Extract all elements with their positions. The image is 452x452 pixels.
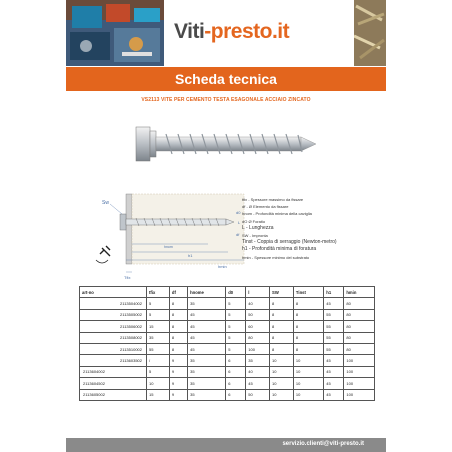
table-cell: 8 (293, 309, 323, 320)
table-cell: 9 (169, 366, 187, 377)
torque-wrench-icon (96, 246, 110, 263)
table-cell: 5 (226, 309, 246, 320)
screw-product-image (126, 113, 326, 173)
column-header: hmin (344, 287, 375, 298)
table-row (80, 343, 375, 354)
table-cell: 10 (270, 389, 294, 400)
table-cell: 55 (147, 343, 170, 354)
table-row (80, 389, 375, 400)
table-body (80, 298, 375, 401)
column-header: hnome (188, 287, 226, 298)
article-code-cell: 2113603502 (80, 355, 147, 366)
table-cell: 35 (188, 389, 226, 400)
label-d0: d0 (236, 210, 241, 215)
table-cell: 55 (324, 343, 344, 354)
table-cell: 10 (147, 378, 170, 389)
table-cell: 8 (270, 321, 294, 332)
table-cell: 35 (188, 378, 226, 389)
table-cell: 9 (169, 355, 187, 366)
table-cell: 8 (270, 309, 294, 320)
table-cell: 45 (324, 355, 344, 366)
table-cell: 80 (344, 298, 375, 309)
header-photo-screws (354, 0, 386, 66)
label-hmin: hmin (218, 264, 227, 269)
table-cell: 35 (188, 298, 226, 309)
table-cell: 5 (147, 366, 170, 377)
table-cell: 10 (293, 389, 323, 400)
label-tfix: Tfix (124, 275, 131, 280)
table-cell: 5 (226, 298, 246, 309)
logo-main-text: Viti (174, 20, 205, 43)
table-cell: 45 (188, 309, 226, 320)
article-code-cell: 2113604002 (80, 366, 147, 377)
table-cell: 45 (246, 378, 270, 389)
table-cell: / (147, 355, 170, 366)
spec-table (79, 286, 375, 401)
table-cell: 10 (293, 366, 323, 377)
logo-accent-text: -presto.it (204, 20, 290, 43)
table-cell: 6 (226, 355, 246, 366)
table-cell: 6 (226, 378, 246, 389)
header-photo-tools (66, 0, 164, 66)
table-cell: 5 (226, 332, 246, 343)
table-cell: 6 (226, 389, 246, 400)
table-cell: 45 (324, 298, 344, 309)
table-cell: 35 (188, 366, 226, 377)
table-cell: 8 (169, 309, 187, 320)
column-header: art-no (80, 287, 147, 298)
table-cell: 5 (147, 309, 170, 320)
table-cell: 100 (246, 343, 270, 354)
label-h1: h1 (188, 253, 193, 258)
footer-bar (66, 438, 386, 452)
label-df: df (236, 232, 240, 237)
table-cell: 8 (293, 343, 323, 354)
table-cell: 35 (188, 355, 226, 366)
table-cell: 55 (324, 332, 344, 343)
table-cell: 60 (246, 321, 270, 332)
table-cell: 45 (324, 389, 344, 400)
table-cell: 80 (344, 332, 375, 343)
table-cell: 10 (270, 366, 294, 377)
legend-item: hmin - Spessore minimo del substrato (242, 254, 310, 260)
table-cell: 40 (246, 298, 270, 309)
table-cell: 35 (246, 355, 270, 366)
column-header: h1 (324, 287, 344, 298)
header (66, 0, 386, 66)
legend-item: L - Lunghezza (242, 224, 274, 231)
table-row (80, 321, 375, 332)
column-header: l (246, 287, 270, 298)
table-row (80, 366, 375, 377)
article-code-cell: 2113504002 (80, 298, 147, 309)
table-cell: 50 (246, 309, 270, 320)
table-cell: 5 (226, 343, 246, 354)
legend-item: h1 - Profondità minima di foratura (242, 246, 317, 253)
label-l: L (238, 220, 241, 225)
table-cell: 80 (344, 309, 375, 320)
article-code-cell: 2113505002 (80, 309, 147, 320)
technical-drawing (88, 184, 248, 284)
page-title-bar: Scheda tecnica (66, 67, 386, 91)
column-header: SW (270, 287, 294, 298)
table-cell: 5 (226, 321, 246, 332)
table-cell: 45 (324, 378, 344, 389)
article-code-cell: 2113506002 (80, 321, 147, 332)
table-cell: 100 (344, 355, 375, 366)
table-cell: 80 (246, 332, 270, 343)
table-cell: 55 (324, 309, 344, 320)
table-cell: 8 (169, 321, 187, 332)
article-code-cell: 2113510002 (80, 343, 147, 354)
table-cell: 8 (293, 298, 323, 309)
legend-item: df - Ø Elemento da fissare (242, 204, 289, 210)
column-header: d0 (226, 287, 246, 298)
table-cell: 35 (147, 332, 170, 343)
table-cell: 10 (293, 355, 323, 366)
table-cell: 10 (270, 355, 294, 366)
column-header: tfix (147, 287, 170, 298)
table-cell: 10 (270, 378, 294, 389)
table-cell: 100 (344, 366, 375, 377)
product-subtitle: VS2113 VITE PER CEMENTO TESTA ESAGONALE ACCIAIO ZINCATO (141, 97, 311, 103)
table-cell: 8 (293, 332, 323, 343)
table-cell: 45 (188, 321, 226, 332)
table-cell: 45 (324, 366, 344, 377)
article-code-cell: 2113605002 (80, 389, 147, 400)
table-cell: 8 (169, 343, 187, 354)
label-sw: Sw (102, 200, 109, 206)
table-cell: 80 (344, 343, 375, 354)
label-hnom: hnom (164, 245, 173, 249)
table-cell: 50 (246, 389, 270, 400)
table-cell: 100 (344, 378, 375, 389)
table-cell: 8 (293, 321, 323, 332)
table-cell: 80 (344, 321, 375, 332)
table-cell: 15 (147, 321, 170, 332)
table-cell: 8 (270, 332, 294, 343)
site-logo (174, 20, 289, 44)
table-cell: 8 (169, 298, 187, 309)
article-code-cell: 2113604502 (80, 378, 147, 389)
legend-item: SW - Impronta (242, 233, 268, 239)
contact-email[interactable]: servizio.clienti@viti-presto.it (282, 441, 364, 447)
table-cell: 10 (293, 378, 323, 389)
table-row (80, 332, 375, 343)
table-cell: 15 (147, 389, 170, 400)
table-cell: 100 (344, 389, 375, 400)
article-code-cell: 2113508002 (80, 332, 147, 343)
legend-item: Tinst - Coppia di serraggio (Newton-metro) (242, 239, 337, 246)
table-cell: 5 (147, 298, 170, 309)
table-cell: 9 (169, 389, 187, 400)
table-cell: 9 (169, 378, 187, 389)
table-header-row (80, 287, 375, 298)
column-header: df (169, 287, 187, 298)
table-cell: 40 (246, 366, 270, 377)
table-cell: 8 (169, 332, 187, 343)
column-header: Tinst (293, 287, 323, 298)
legend-item: hnom - Profondità minima della caviglia (242, 211, 312, 217)
table-cell: 8 (270, 298, 294, 309)
table-row (80, 378, 375, 389)
table-cell: 45 (188, 343, 226, 354)
datasheet-page (66, 0, 386, 452)
table-cell: 55 (324, 321, 344, 332)
table-row (80, 309, 375, 320)
table-cell: 6 (226, 366, 246, 377)
spec-legend (242, 196, 382, 261)
legend-item: dO Ø Foratio (242, 218, 266, 224)
table-cell: 8 (270, 343, 294, 354)
table-cell: 45 (188, 332, 226, 343)
table-row (80, 298, 375, 309)
legend-item: tfix - Spessore massimo da fissare (242, 197, 304, 202)
table-row (80, 355, 375, 366)
